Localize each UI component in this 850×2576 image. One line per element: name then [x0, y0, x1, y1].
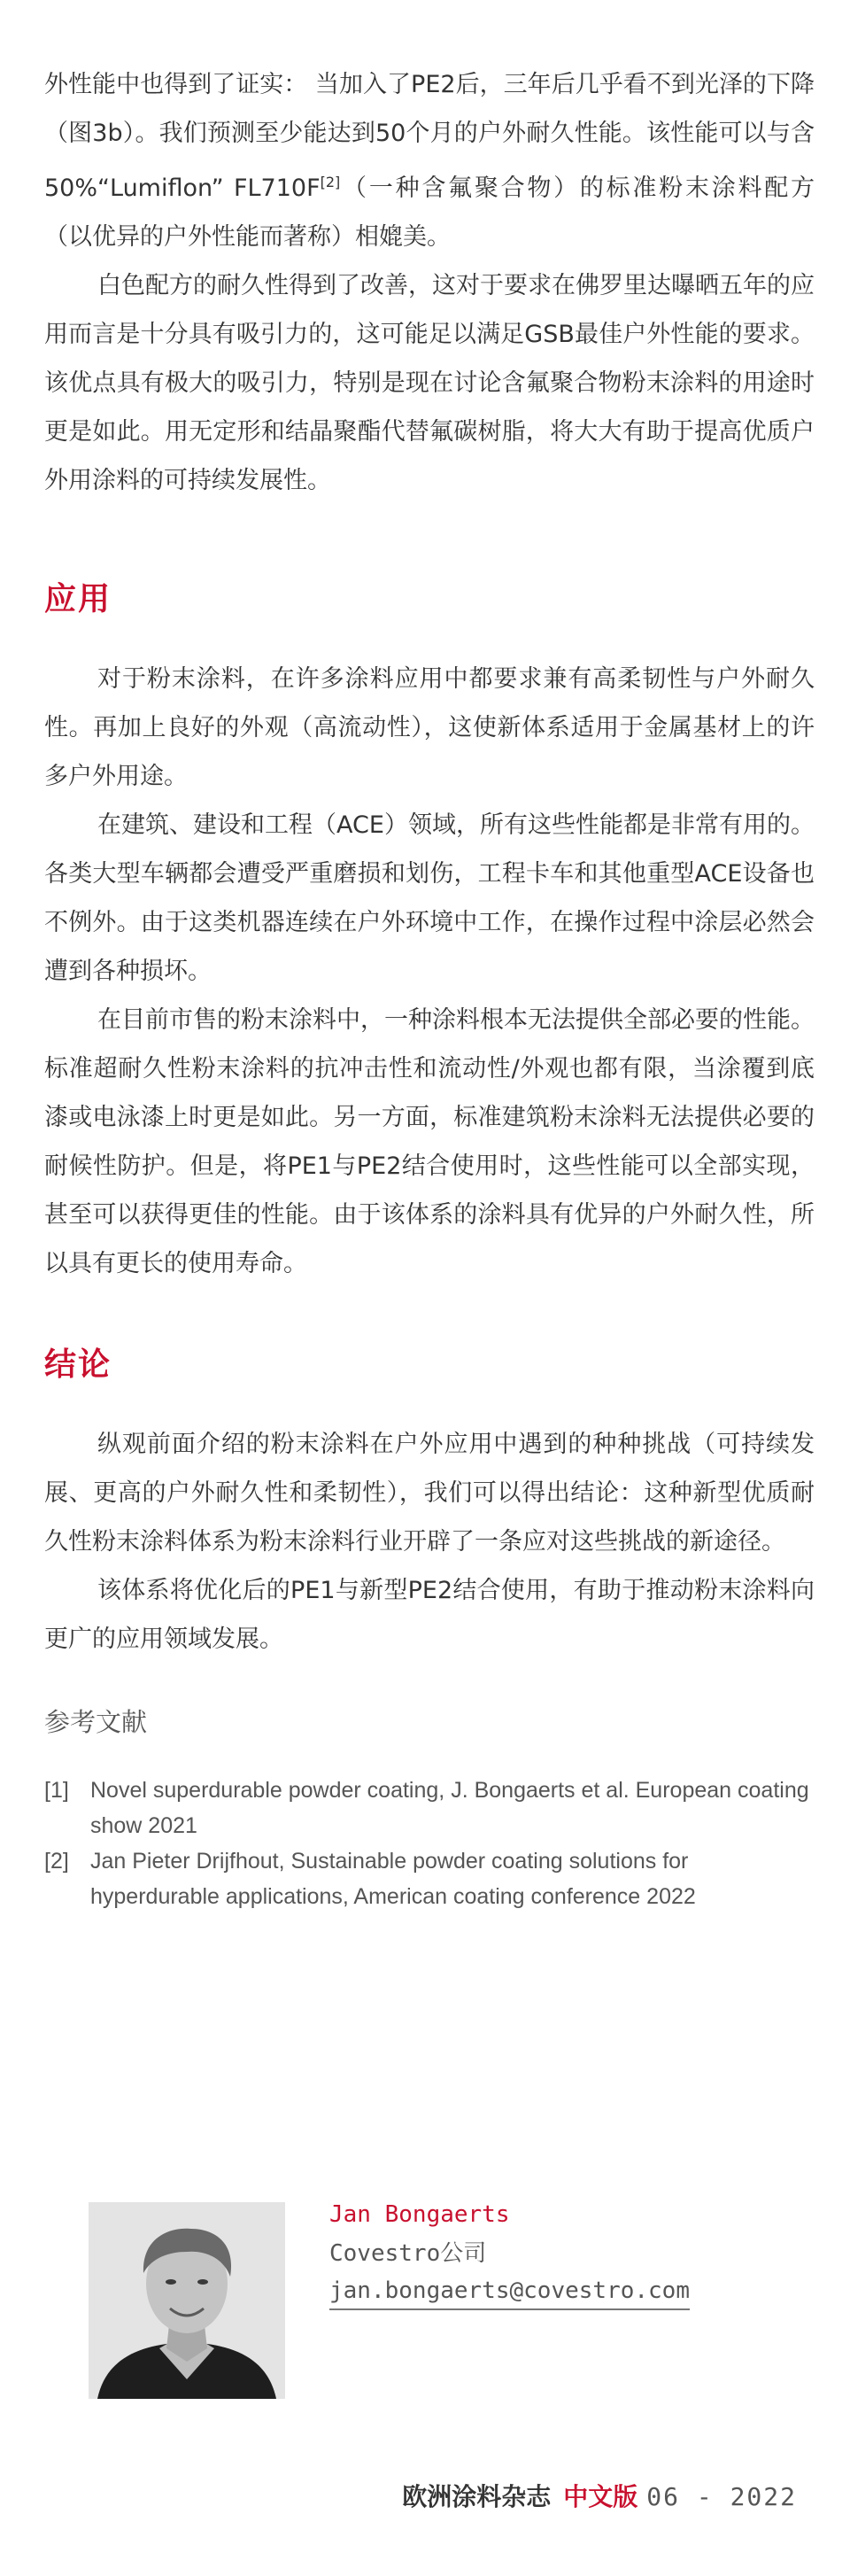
applications-paragraph-2: 在建筑、建设和工程（ACE）领域，所有这些性能都是非常有用的。各类大型车辆都会遭受严重磨损和划伤，工程卡车和其他重型ACE设备也不例外。由于这类机器连续在户外环境中工作，在操作过程中涂层必然会遭到各种损坏。: [44, 811, 815, 985]
applications-paragraph-1: 对于粉末涂料，在许多涂料应用中都要求兼有高柔韧性与户外耐久性。再加上良好的外观（高流动性），这使新体系适用于金属基材上的许多户外用途。: [44, 665, 815, 790]
issue-number: 06 - 2022: [646, 2482, 797, 2511]
reference-text: Jan Pieter Drijfhout, Sustainable powder coating solutions for hyperdurable applications, American coating conference 2022: [90, 1849, 696, 1909]
section-heading-applications: 应用: [44, 581, 112, 617]
intro-paragraph-2: 白色配方的耐久性得到了改善，这对于要求在佛罗里达曝晒五年的应用而言是十分具有吸引力的，这可能足以满足GSB最佳户外性能的要求。该优点具有极大的吸引力，特别是现在讨论含氟聚合物粉末涂料的用途时更是如此。用无定形和结晶聚酯代替氟碳树脂，将大大有助于提高优质户外用涂料的可持续发展性。: [44, 272, 815, 494]
intro-p1-text: 外性能中也得到了证实： 当加入了PE2后，三年后几乎看不到光泽的下降（图3b）。我们预测至少能达到50个月的户外耐久性能。该性能可以与含50%“Lumiflon” FL710F: [44, 71, 815, 202]
magazine-name: 欧洲涂料杂志: [402, 2482, 552, 2511]
reference-item: [44, 1773, 815, 1843]
author-name: Jan Bongaerts: [329, 2201, 510, 2228]
conclusion-paragraph-2: 该体系将优化后的PE1与新型PE2结合使用，有助于推动粉末涂料向更广的应用领域发展。: [44, 1577, 815, 1653]
reference-text: Novel superdurable powder coating, J. Bongaerts et al. European coating show 2021: [90, 1778, 809, 1838]
author-info: [329, 2195, 746, 2310]
author-block: [89, 2202, 761, 2415]
reference-number: [1]: [44, 1778, 69, 1803]
applications-paragraph-3: 在目前市售的粉末涂料中，一种涂料根本无法提供全部必要的性能。标准超耐久性粉末涂料的抗冲击性和流动性/外观也都有限，当涂覆到底漆或电泳漆上时更是如此。另一方面，标准建筑粉末涂料无法提供必要的耐候性防护。但是，将PE1与PE2结合使用时，这些性能可以全部实现，甚至可以获得更佳的性能。由于该体系的涂料具有优异的户外耐久性，所以具有更长的使用寿命。: [44, 1006, 815, 1277]
reference-superscript[interactable]: [2]: [320, 174, 341, 190]
article-body: [44, 60, 815, 1914]
author-company: Covestro公司: [329, 2240, 487, 2267]
intro-p1-tail: （一种含氟聚合物）的标准粉末涂料配方（以优异的户外性能而著称）相媲美。: [44, 175, 815, 251]
intro-paragraph-1: [44, 60, 815, 261]
reference-item: [44, 1843, 815, 1914]
section-heading-conclusion: 结论: [44, 1346, 112, 1383]
conclusion-paragraph-1: 纵观前面介绍的粉末涂料在户外应用中遇到的种种挑战（可持续发展、更高的户外耐久性和柔韧性），我们可以得出结论：这种新型优质耐久性粉末涂料体系为粉末涂料行业开辟了一条应对这些挑战的新途径。: [44, 1431, 815, 1556]
page-footer: [402, 2478, 797, 2513]
references-title: 参考文献: [44, 1707, 148, 1737]
reference-number: [2]: [44, 1849, 69, 1874]
edition-label: 中文版: [563, 2482, 638, 2511]
author-photo: [89, 2202, 285, 2399]
author-email-link[interactable]: jan.bongaerts@covestro.com: [329, 2273, 690, 2310]
author-portrait-icon: [89, 2202, 285, 2399]
